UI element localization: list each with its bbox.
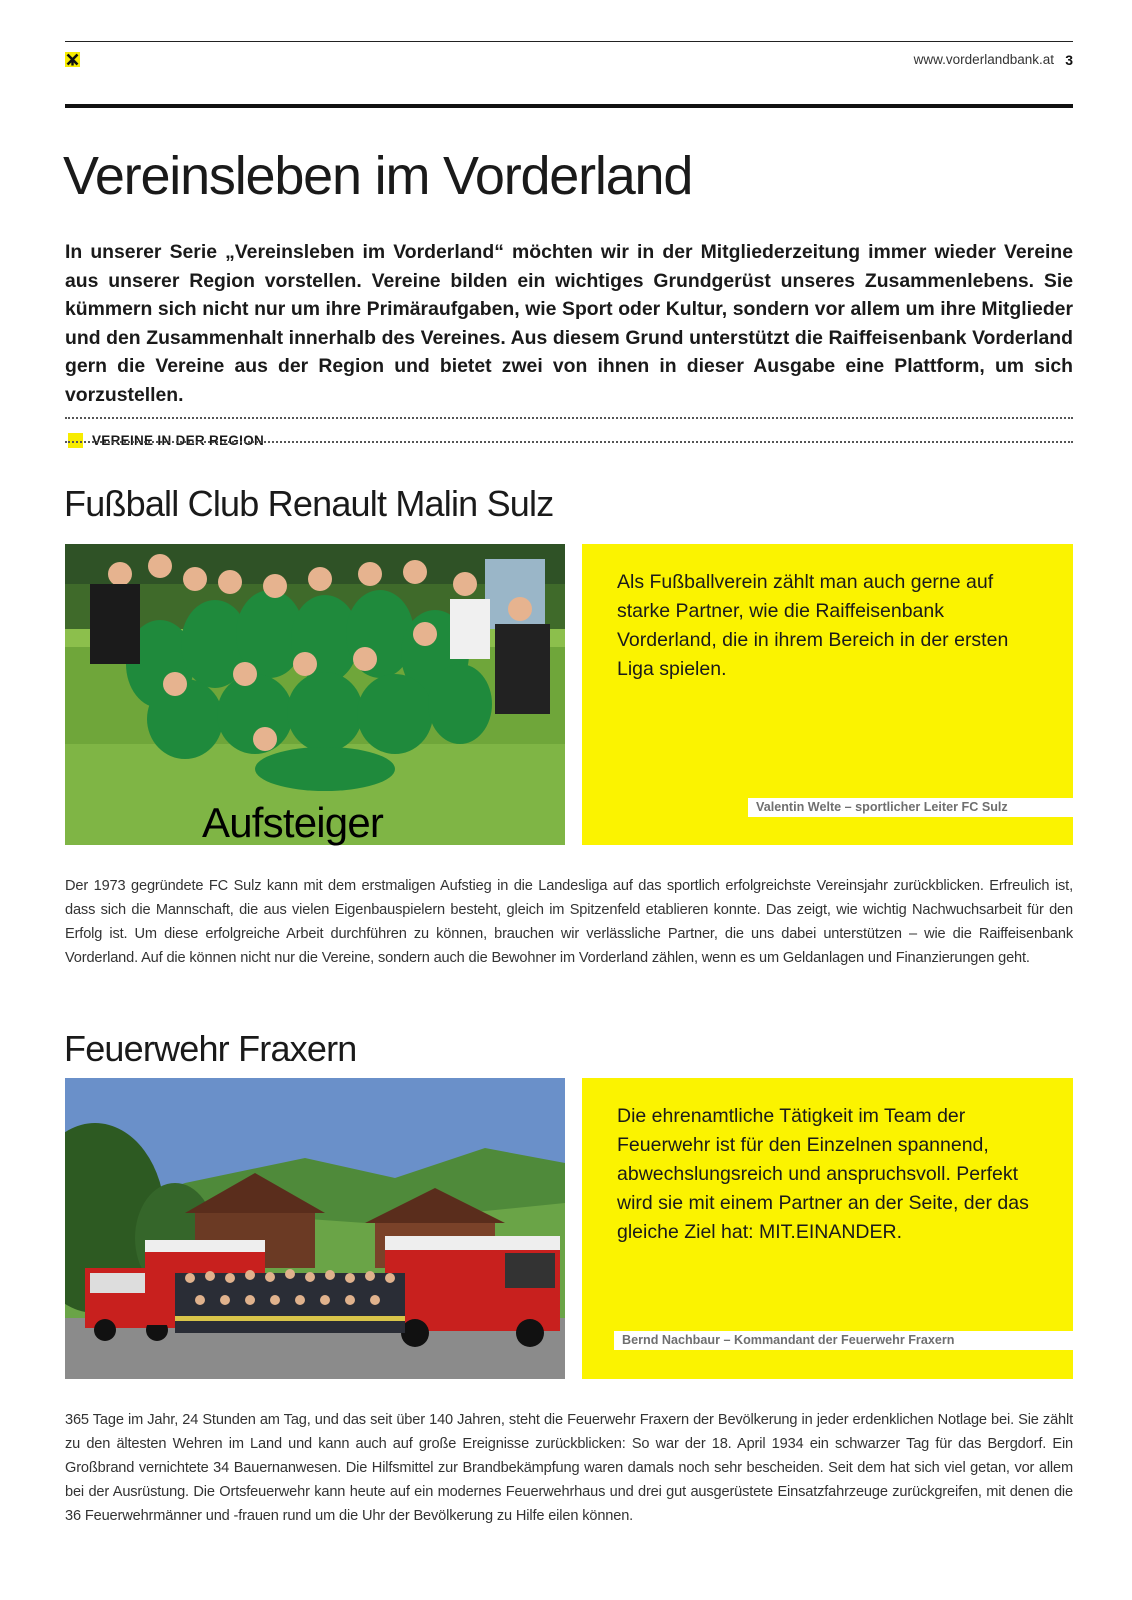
- section-divider-bottom: [65, 441, 1073, 443]
- section-divider-top: [65, 417, 1073, 419]
- page-title: Vereinsleben im Vorderland: [63, 146, 693, 206]
- quote-author: Valentin Welte – sportlicher Leiter FC Sulz: [748, 798, 1073, 817]
- article-heading-fc-sulz: Fußball Club Renault Malin Sulz: [64, 483, 554, 524]
- quote-text: Als Fußballverein zählt man auch gerne auf starke Partner, wie die Raiffeisenbank Vorderland, die in ihrem Bereich in der ersten Liga spielen.: [617, 571, 1009, 680]
- article-body-fc-sulz: Der 1973 gegründete FC Sulz kann mit dem erstmaligen Aufstieg in die Landesliga auf das sportlich erfolgreichste Vereinsjahr zurückblicken. Erfreulich ist, dass sich die Mannschaft, die aus vielen Eigenbauspielern besteht, gleich im Spitzenfeld etablieren konnte. Das zeigt, wie wichtig Nachwuchsarbeit für den Erfolg ist. Um diese erfolgreiche Arbeit durchführen zu können, brauchen wir verlässliche Partner, die uns dabei unterstützen – wie die Raiffeisenbank Vorderland. Auf die können nicht nur die Vereine, sondern auch die Bewohner im Vorderland zählen, wenn es um Geldanlagen und Finanzierungen geht.: [65, 878, 1073, 966]
- quote-text: Die ehrenamtliche Tätigkeit im Team der Feuerwehr ist für den Einzelnen spannend, abwechslungsreich und anspruchsvoll. Perfekt wird sie mit einem Partner an der Seite, der das gleiche Ziel hat: MIT.EINANDER.: [617, 1105, 1029, 1243]
- raiffeisen-logo-icon[interactable]: [65, 52, 80, 67]
- article-heading-feuerwehr: Feuerwehr Fraxern: [64, 1028, 357, 1069]
- website-link[interactable]: www.vorderlandbank.at: [913, 52, 1054, 67]
- team-photo-feuerwehr: [65, 1078, 565, 1379]
- quote-box-fc-sulz: [582, 544, 1073, 845]
- intro-paragraph: In unserer Serie „Vereinsleben im Vorderland“ möchten wir in der Mitgliederzeitung immer wieder Vereine aus unserer Region vorstellen. Vereine bilden ein wichtiges Grundgerüst unseres Zusammenlebens. Sie kümmern sich nicht nur um ihre Primäraufgaben, wie Sport oder Kultur, sondern vor allem um ihre Mitglieder und den Zusammenhalt innerhalb des Vereines. Aus diesem Grund unterstützt die Raiffeisenbank Vorderland gern die Vereine aus der Region und bietet zwei von ihnen in dieser Ausgabe eine Plattform, um sich vorzustellen.: [65, 241, 1073, 406]
- page-number: 3: [1065, 52, 1073, 68]
- header-thick-rule: [65, 104, 1073, 108]
- photo-caption-aufsteiger: Aufsteiger: [202, 799, 384, 846]
- header-rule: [65, 41, 1073, 42]
- section-label: VEREINE IN DER REGION: [92, 433, 265, 448]
- quote-box-feuerwehr: [582, 1078, 1073, 1379]
- quote-author: Bernd Nachbaur – Kommandant der Feuerwehr Fraxern: [614, 1331, 1073, 1350]
- article-body-feuerwehr: 365 Tage im Jahr, 24 Stunden am Tag, und das seit über 140 Jahren, steht die Feuerwehr Fraxern der Bevölkerung in jeder erdenklichen Notlage bei. Sie zählt zu den ältesten Wehren im Land und kann auch auf große Ereignisse zurückblicken: So war der 18. April 1934 ein schwarzer Tag für das Bergdorf. Ein Großbrand vernichtete 34 Bauernanwesen. Die Hilfsmittel zur Brandbekämpfung waren damals noch sehr bescheiden. Seit dem hat sich viel getan, vor allem bei der Ausrüstung. Die Ortsfeuerwehr kann heute auf ein modernes Feuerwehrhaus und drei gut ausgerüstete Einsatzfahrzeuge zurückgreifen, mit denen die 36 Feuerwehrmänner und -frauen rund um die Uhr der Bevölkerung zu Hilfe eilen können.: [65, 1412, 1073, 1524]
